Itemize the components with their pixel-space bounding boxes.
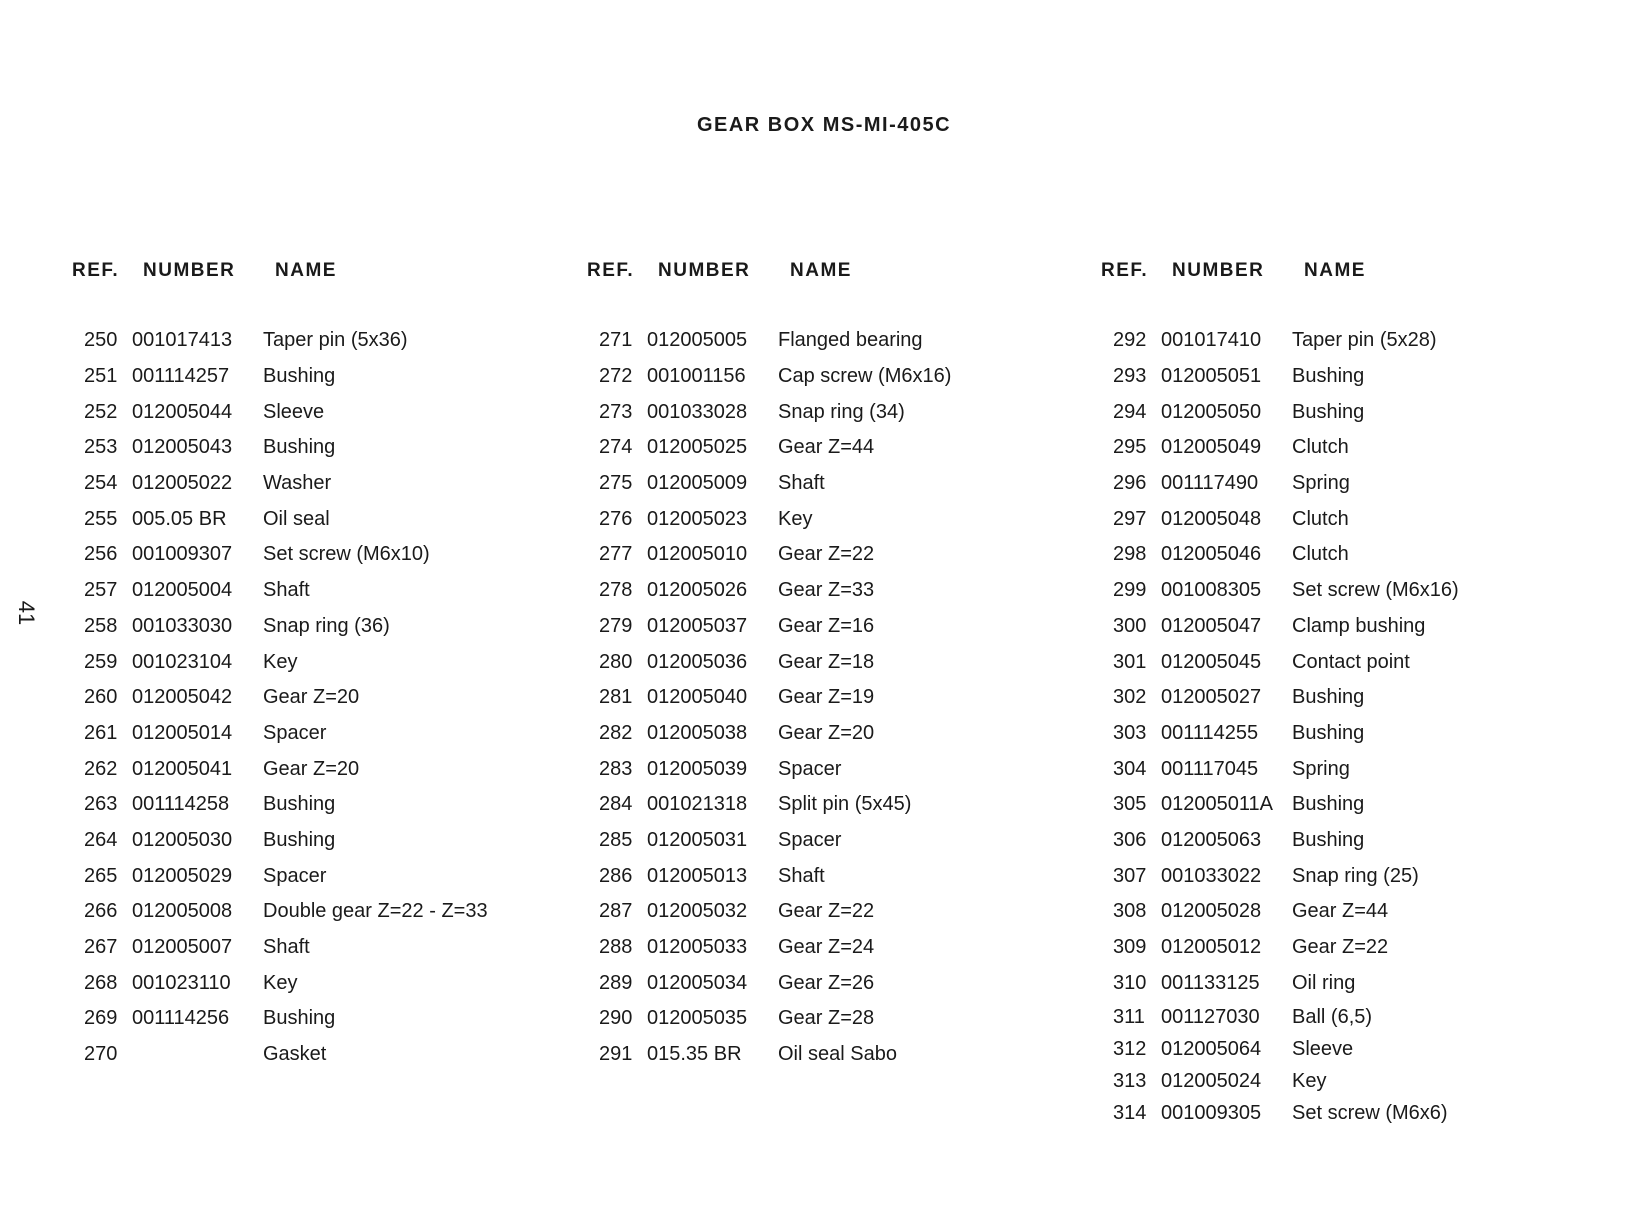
ref-cell: 253 [84,436,118,459]
table-row [1101,787,1571,823]
number-cell: 001023110 [132,971,231,994]
column-header [72,256,542,286]
ref-cell: 308 [1113,900,1147,923]
table-row [587,537,1057,573]
name-cell: Oil seal Sabo [778,1043,897,1066]
number-cell: 012005044 [132,400,233,423]
ref-cell: 294 [1113,400,1147,423]
table-row [587,573,1057,609]
table-row [72,965,542,1001]
number-cell: 012005007 [132,936,233,959]
ref-cell: 260 [84,686,118,709]
number-cell: 012005030 [132,828,233,851]
name-cell: Bushing [1292,365,1365,388]
table-row [1101,1001,1571,1033]
number-cell: 012005014 [132,721,233,744]
table-row [587,501,1057,537]
name-cell: Contact point [1292,650,1410,673]
table-row [587,394,1057,430]
ref-cell: 311 [1113,1005,1145,1028]
name-cell: Bushing [263,828,336,851]
table-row [72,751,542,787]
ref-cell: 300 [1113,614,1147,637]
ref-cell: 278 [599,579,633,602]
parts-column-2 [587,256,1057,1072]
number-cell: 012005023 [647,507,748,530]
number-cell: 012005064 [1161,1037,1262,1060]
ref-cell: 281 [599,686,633,709]
number-cell: 012005042 [132,686,233,709]
name-cell: Snap ring (34) [778,400,905,423]
number-cell: 005.05 BR [132,507,227,530]
number-cell: 012005024 [1161,1069,1262,1092]
table-row [1101,644,1571,680]
ref-cell: 254 [84,472,118,495]
ref-cell: 252 [84,400,118,423]
table-row [72,573,542,609]
name-cell: Taper pin (5x28) [1292,329,1437,352]
name-cell: Spacer [778,828,842,851]
ref-cell: 275 [599,472,633,495]
table-row [587,609,1057,645]
ref-cell: 266 [84,900,118,923]
ref-cell: 313 [1113,1069,1147,1092]
ref-cell: 298 [1113,543,1147,566]
number-cell: 012005037 [647,614,748,637]
table-row [1101,965,1571,1001]
ref-cell: 255 [84,507,118,530]
table-row [587,680,1057,716]
name-cell: Bushing [1292,793,1365,816]
table-row [1101,430,1571,466]
name-cell: Gear Z=44 [778,436,875,459]
table-row [587,751,1057,787]
number-cell: 001114258 [132,793,230,816]
number-cell: 001127030 [1161,1005,1260,1028]
name-cell: Clutch [1292,507,1349,530]
name-cell: Split pin (5x45) [778,793,912,816]
number-cell: 001033028 [647,400,748,423]
table-row [72,823,542,859]
name-cell: Set screw (M6x6) [1292,1101,1448,1124]
table-row [587,1037,1057,1073]
ref-cell: 305 [1113,793,1147,816]
ref-cell: 256 [84,543,118,566]
parts-list [587,323,1057,1072]
parts-list [1101,323,1571,1129]
ref-cell: 307 [1113,864,1147,887]
table-row [1101,394,1571,430]
ref-cell: 286 [599,864,633,887]
table-row [587,430,1057,466]
table-row [72,716,542,752]
number-cell: 012005008 [132,900,233,923]
parts-column-1 [72,256,542,1072]
name-cell: Ball (6,5) [1292,1005,1373,1028]
table-row [587,323,1057,359]
name-cell: Bushing [263,1007,336,1030]
name-cell: Gear Z=22 [778,900,875,923]
number-cell: 012005041 [132,757,233,780]
ref-cell: 306 [1113,828,1147,851]
table-row [72,787,542,823]
number-cell: 012005036 [647,650,748,673]
number-cell: 012005047 [1161,614,1262,637]
number-cell: 012005031 [647,828,748,851]
ref-cell: 269 [84,1007,118,1030]
table-row [72,858,542,894]
name-cell: Gear Z=18 [778,650,875,673]
ref-cell: 258 [84,614,118,637]
table-row [587,787,1057,823]
ref-cell: 270 [84,1043,118,1066]
name-cell: Gear Z=20 [263,686,360,709]
name-cell: Key [1292,1069,1327,1092]
name-cell: Bushing [1292,828,1365,851]
name-cell: Sleeve [263,400,325,423]
number-cell: 012005034 [647,971,748,994]
number-cell: 001001156 [647,365,746,388]
ref-cell: 259 [84,650,118,673]
name-cell: Cap screw (M6x16) [778,365,952,388]
column-header [587,256,1057,286]
name-cell: Gear Z=44 [1292,900,1389,923]
table-row [72,680,542,716]
name-cell: Clamp bushing [1292,614,1426,637]
number-cell: 001023104 [132,650,233,673]
ref-cell: 287 [599,900,633,923]
number-cell: 012005004 [132,579,233,602]
ref-cell: 280 [599,650,633,673]
name-cell: Gear Z=16 [778,614,875,637]
ref-cell: 272 [599,365,633,388]
ref-cell: 284 [599,793,633,816]
table-row [72,644,542,680]
name-cell: Spacer [778,757,842,780]
ref-cell: 276 [599,507,633,530]
number-cell: 001114256 [132,1007,230,1030]
parts-column-3 [1101,256,1571,1129]
number-cell: 012005032 [647,900,748,923]
number-cell: 012005028 [1161,900,1262,923]
ref-cell: 314 [1113,1101,1147,1124]
number-cell: 012005039 [647,757,748,780]
ref-cell: 268 [84,971,118,994]
name-cell: Gear Z=28 [778,1007,875,1030]
ref-cell: 301 [1113,650,1147,673]
name-cell: Shaft [263,936,310,959]
name-cell: Clutch [1292,543,1349,566]
name-cell: Spring [1292,472,1350,495]
table-row [1101,1033,1571,1065]
table-row [587,894,1057,930]
table-row [1101,716,1571,752]
name-cell: Bushing [263,793,336,816]
name-cell: Gear Z=20 [778,721,875,744]
table-row [1101,501,1571,537]
table-row [72,501,542,537]
name-cell: Bushing [1292,400,1365,423]
name-cell: Bushing [263,365,336,388]
table-row [587,466,1057,502]
ref-cell: 290 [599,1007,633,1030]
table-row [1101,573,1571,609]
table-row [72,430,542,466]
ref-cell: 291 [599,1043,633,1066]
ref-cell: 279 [599,614,633,637]
number-cell: 012005051 [1161,365,1262,388]
table-row [587,858,1057,894]
table-row [72,537,542,573]
table-row [72,394,542,430]
parts-list [72,323,542,1072]
table-row [1101,858,1571,894]
page-title [0,114,1642,137]
table-row [1101,359,1571,395]
number-cell: 001133125 [1161,971,1260,994]
number-cell: 001017413 [132,329,233,352]
table-row [72,609,542,645]
column-header [1101,256,1571,286]
table-row [1101,894,1571,930]
table-row [1101,1097,1571,1129]
ref-cell: 303 [1113,721,1147,744]
ref-cell: 292 [1113,329,1147,352]
ref-cell: 309 [1113,936,1147,959]
name-cell: Bushing [1292,721,1365,744]
table-row [1101,930,1571,966]
table-row [72,1037,542,1073]
table-row [1101,609,1571,645]
number-cell: 012005040 [647,686,748,709]
number-cell: 012005035 [647,1007,748,1030]
table-row [587,644,1057,680]
number-cell: 001114257 [132,365,230,388]
ref-cell: 285 [599,828,633,851]
number-cell: 012005046 [1161,543,1262,566]
number-cell: 012005063 [1161,828,1262,851]
number-cell: 012005033 [647,936,748,959]
name-cell: Oil ring [1292,971,1356,994]
number-cell: 012005045 [1161,650,1262,673]
number-cell: 001021318 [647,793,748,816]
ref-cell: 302 [1113,686,1147,709]
number-cell: 012005010 [647,543,748,566]
name-cell: Flanged bearing [778,329,923,352]
table-row [1101,680,1571,716]
name-cell: Bushing [1292,686,1365,709]
ref-cell: 296 [1113,472,1147,495]
ref-cell: 264 [84,828,118,851]
ref-cell: 282 [599,721,633,744]
name-cell: Key [263,650,298,673]
ref-cell: 289 [599,971,633,994]
ref-cell: 263 [84,793,118,816]
name-cell: Spacer [263,864,327,887]
number-cell: 012005026 [647,579,748,602]
name-cell: Gear Z=20 [263,757,360,780]
number-cell: 012005050 [1161,400,1262,423]
number-cell: 012005022 [132,472,233,495]
name-cell: Washer [263,472,332,495]
name-cell: Shaft [263,579,310,602]
ref-cell: 304 [1113,757,1147,780]
ref-cell: 271 [599,329,633,352]
name-cell: Key [263,971,298,994]
ref-cell: 297 [1113,507,1147,530]
number-cell: 001117045 [1161,757,1259,780]
number-cell: 012005005 [647,329,748,352]
name-cell: Oil seal [263,507,330,530]
header-ref: REF. [1101,260,1149,281]
name-cell: Gasket [263,1043,327,1066]
number-cell: 015.35 BR [647,1043,742,1066]
number-cell: 012005043 [132,436,233,459]
name-cell: Set screw (M6x16) [1292,579,1459,602]
name-cell: Clutch [1292,436,1349,459]
ref-cell: 293 [1113,365,1147,388]
ref-cell: 299 [1113,579,1147,602]
number-cell: 012005011A [1161,793,1273,816]
name-cell: Set screw (M6x10) [263,543,430,566]
header-name: NAME [1304,260,1366,281]
table-row [587,930,1057,966]
number-cell: 012005049 [1161,436,1262,459]
header-ref: REF. [587,260,635,281]
table-row [72,1001,542,1037]
table-row [1101,751,1571,787]
number-cell: 001033030 [132,614,233,637]
table-row [1101,1065,1571,1097]
name-cell: Gear Z=26 [778,971,875,994]
name-cell: Spacer [263,721,327,744]
name-cell: Taper pin (5x36) [263,329,408,352]
number-cell: 001117490 [1161,472,1259,495]
ref-cell: 288 [599,936,633,959]
name-cell: Snap ring (36) [263,614,390,637]
header-ref: REF. [72,260,120,281]
name-cell: Snap ring (25) [1292,864,1419,887]
header-number: NUMBER [658,260,751,281]
name-cell: Gear Z=22 [1292,936,1389,959]
ref-cell: 261 [84,721,118,744]
name-cell: Spring [1292,757,1350,780]
number-cell: 001009307 [132,543,233,566]
table-row [1101,823,1571,859]
name-cell: Shaft [778,864,825,887]
ref-cell: 265 [84,864,118,887]
ref-cell: 262 [84,757,118,780]
ref-cell: 273 [599,400,633,423]
number-cell: 012005009 [647,472,748,495]
number-cell: 001009305 [1161,1101,1262,1124]
ref-cell: 250 [84,329,118,352]
table-row [1101,537,1571,573]
ref-cell: 295 [1113,436,1147,459]
table-row [587,716,1057,752]
table-row [587,823,1057,859]
ref-cell: 257 [84,579,118,602]
name-cell: Shaft [778,472,825,495]
table-row [587,965,1057,1001]
name-cell: Key [778,507,813,530]
number-cell: 012005048 [1161,507,1262,530]
number-cell: 012005013 [647,864,748,887]
number-cell: 012005025 [647,436,748,459]
table-row [72,894,542,930]
header-number: NUMBER [1172,260,1265,281]
table-row [1101,466,1571,502]
ref-cell: 277 [599,543,633,566]
ref-cell: 283 [599,757,633,780]
table-row [587,1001,1057,1037]
name-cell: Gear Z=24 [778,936,875,959]
header-name: NAME [790,260,852,281]
name-cell: Sleeve [1292,1037,1354,1060]
name-cell: Gear Z=33 [778,579,875,602]
table-row [72,359,542,395]
name-cell: Bushing [263,436,336,459]
name-cell: Gear Z=22 [778,543,875,566]
table-row [72,930,542,966]
header-name: NAME [275,260,337,281]
number-cell: 001033022 [1161,864,1262,887]
ref-cell: 251 [84,365,118,388]
number-cell: 001008305 [1161,579,1262,602]
number-cell: 001017410 [1161,329,1262,352]
ref-cell: 267 [84,936,118,959]
table-row [72,323,542,359]
number-cell: 012005012 [1161,936,1262,959]
name-cell: Gear Z=19 [778,686,875,709]
name-cell: Double gear Z=22 - Z=33 [263,900,488,923]
page-title-text: GEAR BOX MS-MI-405C [696,114,952,136]
table-row [587,359,1057,395]
ref-cell: 310 [1113,971,1147,994]
ref-cell: 312 [1113,1037,1147,1060]
ref-cell: 274 [599,436,633,459]
number-cell: 012005027 [1161,686,1262,709]
number-cell: 012005038 [647,721,748,744]
table-row [1101,323,1571,359]
number-cell: 012005029 [132,864,233,887]
number-cell: 001114255 [1161,721,1259,744]
table-row [72,466,542,502]
page-number: 41 [14,600,40,626]
header-number: NUMBER [143,260,236,281]
